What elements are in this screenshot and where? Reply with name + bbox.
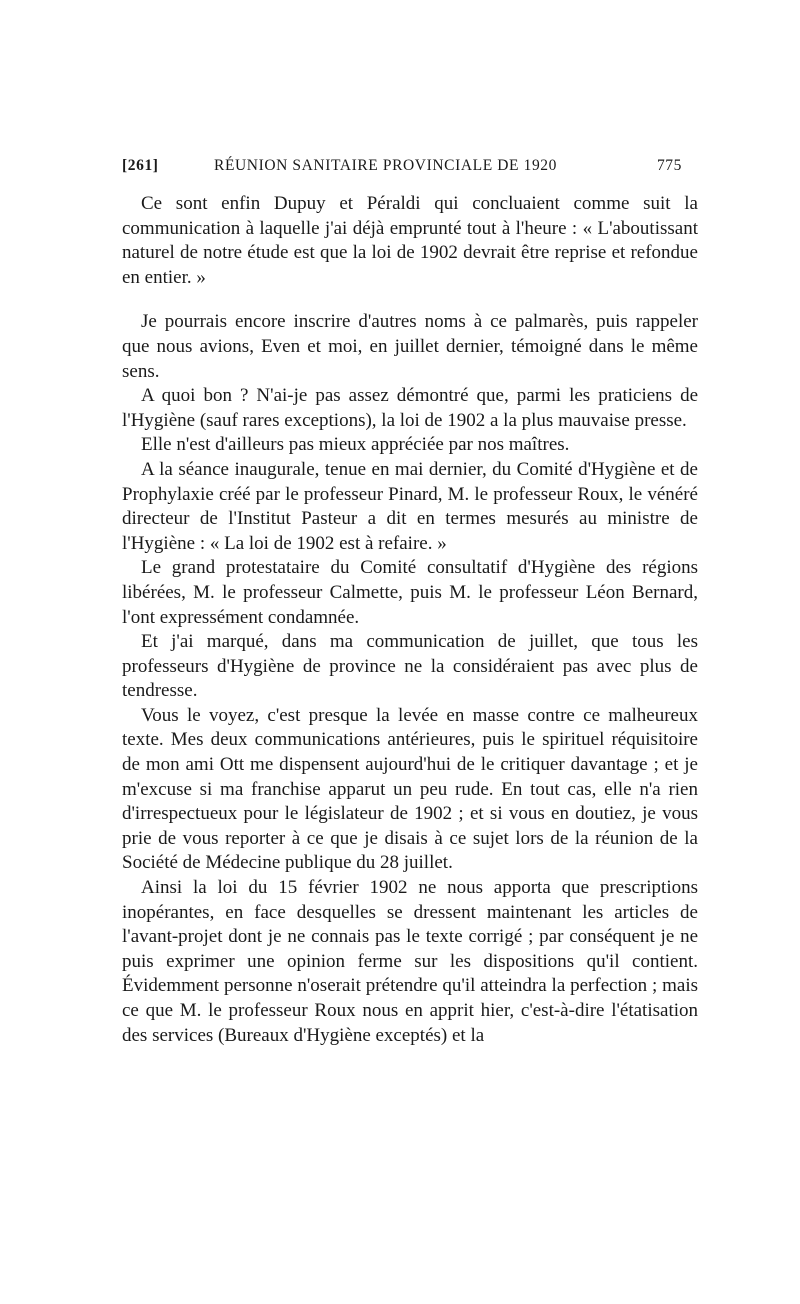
paragraph-9: Ainsi la loi du 15 février 1902 ne nous apporta que prescriptions inopérantes, en face desquelles se dressent maintenant les articles de l'avant-projet dont je ne connais pas le texte corrigé ; par conséquent je ne puis exprimer une opinion ferme sur les dispositions qu'il contient. Évidemment personne n'oserait prétendre qu'il atteindra la perfection ; mais ce que M. le professeur Roux nous en apprit hier, c'est-à-dire l'étatisation des services (Bureaux d'Hygiène exceptés) et la <box>122 877 698 1046</box>
paragraph-6: Le grand protestataire du Comité consultatif d'Hygiène des régions libérées, M. le professeur Calmette, puis M. le professeur Léon Bernard, l'ont expressément condamnée. <box>122 557 698 628</box>
paragraph-8: Vous le voyez, c'est presque la levée en masse contre ce malheureux texte. Mes deux communications antérieures, puis le spirituel réquisitoire de mon ami Ott me dispensent aujourd'hui de le critiquer davantage ; et je m'excuse si ma franchise apparut un peu rude. En tout cas, elle n'a rien d'irrespectueux pour le législateur de 1902 ; et si vous en doutiez, je vous prie de vous reporter à ce que je disais à ce sujet lors de la réunion de la Société de Médecine publique du 28 juillet. <box>122 704 698 874</box>
paragraph-4: Elle n'est d'ailleurs pas mieux appréciée par nos maîtres. <box>141 434 570 456</box>
paragraph-1: Ce sont enfin Dupuy et Péraldi qui concluaient comme suit la communication à laquelle j'ai déjà emprunté tout à l'heure : « L'aboutissant naturel de notre étude est que la loi de 1902 devrait être reprise et refondue en entier. » <box>122 193 698 288</box>
paragraph-5: A la séance inaugurale, tenue en mai dernier, du Comité d'Hygiène et de Prophylaxie créé par le professeur Pinard, M. le professeur Roux, le vénéré directeur de l'Institut Pasteur a dit en termes mesurés au ministre de l'Hygiène : « La loi de 1902 est à refaire. » <box>122 458 698 554</box>
body-text <box>122 192 698 1048</box>
paragraph-3: A quoi bon ? N'ai-je pas assez démontré que, parmi les praticiens de l'Hygiène (sauf rares exceptions), la loi de 1902 a la plus mauvaise presse. <box>122 385 698 431</box>
paragraph-2: Je pourrais encore inscrire d'autres noms à ce palmarès, puis rappeler que nous avions, Even et moi, en juillet dernier, témoigné dans le même sens. <box>122 311 698 382</box>
page-number: 775 <box>656 157 682 174</box>
paragraph-7: Et j'ai marqué, dans ma communication de juillet, que tous les professeurs d'Hygiène de province ne la considéraient pas avec plus de tendresse. <box>122 631 698 702</box>
running-header <box>122 157 682 183</box>
running-title: RÉUNION SANITAIRE PROVINCIALE DE 1920 <box>214 157 557 174</box>
section-code: [261] <box>122 157 159 174</box>
